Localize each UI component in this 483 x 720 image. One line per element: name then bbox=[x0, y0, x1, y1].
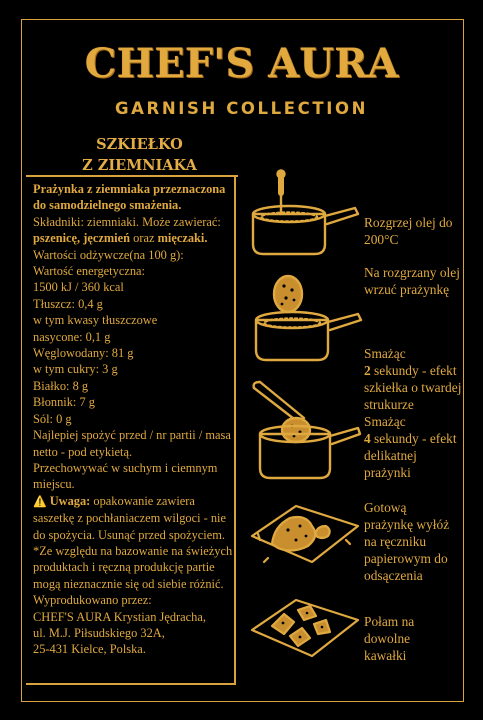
collection-name: GARNISH COLLECTION bbox=[115, 99, 368, 118]
pot-thermometer-icon bbox=[243, 162, 363, 262]
allergens-1: pszenicę, jęczmień bbox=[33, 231, 131, 246]
producer-name: CHEF'S AURA Krystian Jędracha, bbox=[33, 609, 206, 624]
producer-label: Wyprodukowano przez: bbox=[33, 593, 152, 608]
step-3-bold-b: 4 bbox=[364, 431, 371, 446]
pot-chip-icon bbox=[248, 270, 363, 370]
saturated-value: nasycone: 0,1 g bbox=[33, 329, 111, 344]
product-info bbox=[33, 181, 233, 658]
step-3-text-c: Smażąc bbox=[364, 414, 406, 429]
warning-label: Uwaga: bbox=[49, 493, 91, 508]
step-1-text: Rozgrzej olej do 200°C bbox=[364, 215, 453, 247]
step-3-text-b: sekundy - efekt szkiełka o twardej strukurze bbox=[364, 363, 462, 412]
nutrition-header: Wartości odżywcze(na 100 g): bbox=[33, 247, 184, 262]
energy-label: Wartość energetyczna: bbox=[33, 264, 145, 279]
salt: Sól: 0 g bbox=[33, 411, 72, 426]
step-2-text: Na rozgrzany olej wrzuć prażynkę bbox=[364, 265, 460, 297]
step-5-text: Połam na dowolne kawałki bbox=[364, 614, 415, 663]
pot-tongs-icon bbox=[250, 378, 362, 488]
step-3-text-a: Smażąc bbox=[364, 346, 406, 361]
best-before: Najlepiej spożyć przed / nr partii / masa netto - pod etykietą. bbox=[33, 428, 231, 459]
storage: Przechowywać w suchym i ciemnym miejscu. bbox=[33, 460, 218, 492]
producer-city: 25-431 Kielce, Polska. bbox=[33, 642, 146, 657]
sugars: w tym cukry: 3 g bbox=[33, 362, 118, 377]
allergens-2: mięczaki. bbox=[157, 231, 208, 246]
ingredients-prefix: Składniki: ziemniaki. Może zawierać: bbox=[33, 214, 221, 229]
allergens-oraz: oraz bbox=[130, 231, 158, 246]
saturated-label: w tym kwasy tłuszczowe bbox=[33, 313, 158, 328]
protein: Białko: 8 g bbox=[33, 378, 89, 393]
paper-towel-chip-icon bbox=[246, 496, 362, 568]
warning bbox=[33, 493, 233, 543]
ingredients bbox=[33, 214, 233, 247]
disclaimer: *Ze względu na bazowanie na świeżych produktach i ręczną produkcję partie mogą nieznacznie się od siebie różnić. bbox=[33, 543, 233, 591]
fiber: Błonnik: 7 g bbox=[33, 395, 95, 410]
producer-street: ul. M.J. Piłsudskiego 32A, bbox=[33, 625, 165, 640]
product-intro: Prażynka z ziemniaka przeznaczona do samodzielnego smażenia. bbox=[33, 182, 226, 213]
product-title bbox=[52, 134, 227, 176]
product-title-line1: SZKIEŁKO bbox=[96, 136, 183, 153]
fat: Tłuszcz: 0,4 g bbox=[33, 296, 103, 311]
step-3-text bbox=[364, 345, 464, 481]
step-3-text-d: sekundy - efekt delikatnej prażynki bbox=[364, 431, 457, 480]
product-title-line2: Z ZIEMNIAKA bbox=[82, 157, 197, 174]
step-3-bold-a: 2 bbox=[364, 363, 371, 378]
warning-text: opakowanie zawiera saszetkę z pochłaniaczem wilgoci - nie do spożycia. Usunąć przed spożyciem. bbox=[33, 493, 226, 542]
step-4-text: Gotową prażynkę wyłóż na ręczniku papierowym do odsączenia bbox=[364, 500, 450, 583]
broken-pieces-icon bbox=[246, 592, 362, 664]
carbs: Węglowodany: 81 g bbox=[33, 346, 134, 361]
brand-name: CHEF'S AURA bbox=[84, 40, 399, 87]
warning-icon: ⚠️ bbox=[33, 494, 47, 508]
energy-value: 1500 kJ / 360 kcal bbox=[33, 280, 124, 295]
